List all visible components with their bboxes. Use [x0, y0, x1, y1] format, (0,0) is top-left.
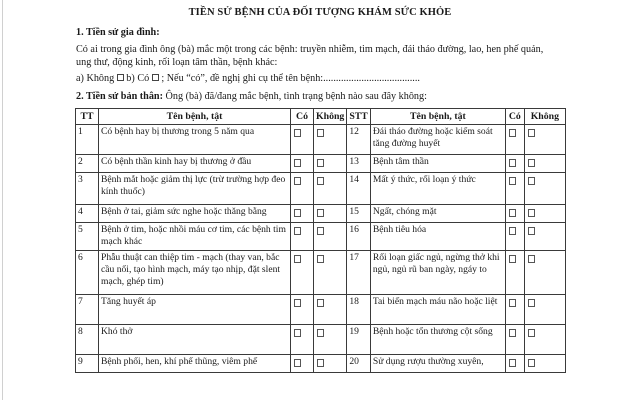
no-checkbox[interactable]	[528, 359, 535, 367]
yes-checkbox[interactable]	[509, 299, 516, 307]
row-number: 18	[347, 295, 371, 325]
row-number: 19	[347, 325, 371, 355]
no-checkbox[interactable]	[317, 329, 324, 337]
no-checkbox[interactable]	[528, 177, 535, 185]
row-number: 4	[76, 205, 99, 223]
page-edge-divider	[2, 0, 3, 400]
disease-name: Khó thở	[99, 325, 291, 355]
disease-name: Đái tháo đường hoặc kiểm soát tăng đường huyết	[370, 125, 505, 155]
row-number: 13	[347, 155, 371, 173]
no-checkbox[interactable]	[528, 255, 535, 263]
table-row	[76, 295, 566, 325]
section-personal-history	[76, 91, 427, 102]
disease-name: Bệnh mắt hoặc giảm thị lực (trừ trường hợp đeo kính thuốc)	[99, 173, 291, 205]
section-personal-history-text: Ông (bà) đã/đang mắc bệnh, tình trạng bệnh nào sau đây không:	[163, 91, 427, 102]
family-history-question-line1: Có ai trong gia đình ông (bà) mắc một trong các bệnh: truyền nhiễm, tim mạch, đái tháo đường, lao, hen phế quản,	[76, 44, 544, 55]
yes-checkbox[interactable]	[294, 299, 301, 307]
option-note: ; Nếu “có”, đề nghị ghi cụ thể tên bệnh:......................................	[161, 73, 420, 84]
row-number: 14	[347, 173, 371, 205]
yes-checkbox[interactable]	[509, 177, 516, 185]
header-yes: Có	[291, 109, 314, 125]
row-number: 9	[76, 355, 99, 373]
row-number: 2	[76, 155, 99, 173]
header-yes2: Có	[505, 109, 524, 125]
table-row	[76, 125, 566, 155]
yes-checkbox[interactable]	[294, 359, 301, 367]
yes-checkbox[interactable]	[509, 129, 516, 137]
family-history-question-line2: ung thư, động kinh, rối loạn tâm thần, bệnh khác:	[76, 57, 278, 68]
disease-name: Phẫu thuật can thiệp tim - mạch (thay van, bắc cầu nối, tạo hình mạch, máy tạo nhịp, đặt slent mạch, ghép tim)	[99, 251, 291, 295]
disease-name: Sử dụng rượu thường xuyên,	[370, 355, 505, 373]
table-header-row	[76, 109, 566, 125]
no-checkbox[interactable]	[317, 177, 324, 185]
disease-name: Mất ý thức, rối loạn ý thức	[370, 173, 505, 205]
yes-checkbox[interactable]	[509, 159, 516, 167]
yes-checkbox[interactable]	[509, 209, 516, 217]
disease-name: Bệnh tiêu hóa	[370, 223, 505, 251]
disease-name: Bệnh ở tim, hoặc nhồi máu cơ tim, các bệnh tim mạch khác	[99, 223, 291, 251]
header-stt: STT	[347, 109, 371, 125]
no-checkbox[interactable]	[528, 209, 535, 217]
no-checkbox[interactable]	[528, 299, 535, 307]
table-row	[76, 173, 566, 205]
yes-checkbox[interactable]	[509, 255, 516, 263]
family-history-options	[76, 73, 420, 84]
header-tt: TT	[76, 109, 99, 125]
disease-name: Có bệnh thần kinh hay bị thương ở đầu	[99, 155, 291, 173]
disease-name: Tăng huyết áp	[99, 295, 291, 325]
no-checkbox[interactable]	[317, 255, 324, 263]
disease-name: Ngất, chóng mặt	[370, 205, 505, 223]
table-row	[76, 223, 566, 251]
yes-checkbox[interactable]	[509, 359, 516, 367]
disease-history-table	[75, 108, 566, 373]
yes-checkbox[interactable]	[294, 255, 301, 263]
section-personal-history-heading: 2. Tiền sử bản thân:	[76, 91, 163, 102]
row-number: 6	[76, 251, 99, 295]
yes-checkbox[interactable]	[294, 329, 301, 337]
row-number: 17	[347, 251, 371, 295]
table-row	[76, 155, 566, 173]
header-no2: Không	[524, 109, 565, 125]
row-number: 7	[76, 295, 99, 325]
row-number: 5	[76, 223, 99, 251]
no-checkbox[interactable]	[528, 129, 535, 137]
row-number: 3	[76, 173, 99, 205]
no-checkbox[interactable]	[317, 227, 324, 235]
table-row	[76, 205, 566, 223]
header-no: Không	[314, 109, 347, 125]
header-name: Tên bệnh, tật	[99, 109, 291, 125]
disease-name: Bệnh hoặc tổn thương cột sống	[370, 325, 505, 355]
row-number: 15	[347, 205, 371, 223]
option-no-checkbox[interactable]	[117, 74, 124, 81]
option-no-label: a) Không	[76, 73, 115, 84]
no-checkbox[interactable]	[528, 329, 535, 337]
table-row	[76, 325, 566, 355]
row-number: 1	[76, 125, 99, 155]
yes-checkbox[interactable]	[294, 227, 301, 235]
no-checkbox[interactable]	[317, 359, 324, 367]
option-yes-checkbox[interactable]	[152, 74, 159, 81]
header-name2: Tên bệnh, tật	[370, 109, 505, 125]
no-checkbox[interactable]	[317, 299, 324, 307]
row-number: 20	[347, 355, 371, 373]
yes-checkbox[interactable]	[509, 329, 516, 337]
disease-name: Rối loạn giấc ngủ, ngừng thở khi ngủ, ngủ rũ ban ngày, ngáy to	[370, 251, 505, 295]
yes-checkbox[interactable]	[294, 129, 301, 137]
row-number: 12	[347, 125, 371, 155]
row-number: 16	[347, 223, 371, 251]
yes-checkbox[interactable]	[294, 209, 301, 217]
no-checkbox[interactable]	[317, 159, 324, 167]
no-checkbox[interactable]	[317, 209, 324, 217]
option-yes-label: b) Có	[126, 73, 150, 84]
disease-name: Bệnh ở tai, giảm sức nghe hoặc thăng bằng	[99, 205, 291, 223]
document-title: TIỀN SỬ BỆNH CỦA ĐỐI TƯỢNG KHÁM SỨC KHỎE	[188, 7, 452, 18]
disease-name: Có bệnh hay bị thương trong 5 năm qua	[99, 125, 291, 155]
table-row	[76, 355, 566, 373]
disease-name: Bệnh tâm thần	[370, 155, 505, 173]
no-checkbox[interactable]	[528, 227, 535, 235]
no-checkbox[interactable]	[317, 129, 324, 137]
disease-name: Bệnh phổi, hen, khí phế thũng, viêm phế	[99, 355, 291, 373]
disease-name: Tai biến mạch máu não hoặc liệt	[370, 295, 505, 325]
yes-checkbox[interactable]	[294, 159, 301, 167]
row-number: 8	[76, 325, 99, 355]
yes-checkbox[interactable]	[294, 177, 301, 185]
yes-checkbox[interactable]	[509, 227, 516, 235]
no-checkbox[interactable]	[528, 159, 535, 167]
table-row	[76, 251, 566, 295]
section-family-history-heading: 1. Tiền sử gia đình:	[76, 27, 160, 38]
